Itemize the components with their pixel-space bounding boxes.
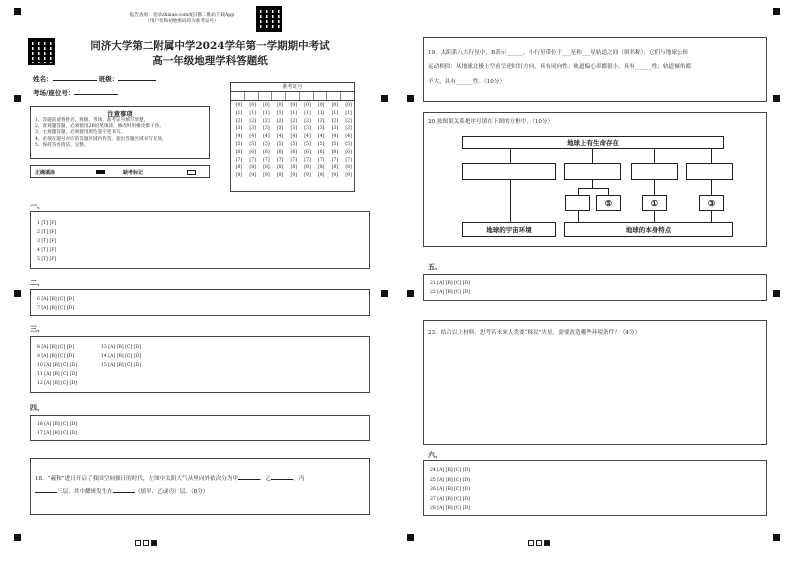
exam-id-digit[interactable]: [9] [345, 173, 352, 179]
exam-id-digit[interactable]: [0] [249, 103, 256, 108]
exam-id-digit[interactable]: [5] [331, 141, 339, 147]
label-3-box: ③ [699, 195, 724, 211]
exam-id-digit[interactable]: [3] [263, 126, 270, 132]
notice-item: 3、主观题答题，必须使用黑色签字笔书写。 [35, 130, 126, 136]
exam-id-digit[interactable]: [1] [331, 110, 339, 116]
seat-field[interactable]: 考场/座位号： [33, 88, 118, 97]
section-1-answers[interactable] [30, 211, 370, 269]
exam-id-digit[interactable]: [7] [249, 157, 256, 163]
exam-id-digit[interactable]: [2] [290, 118, 298, 124]
cosmic-environment-box: 地球的宇宙环境 [462, 222, 556, 237]
exam-id-digit[interactable]: [4] [263, 134, 270, 140]
alignment-mark [407, 95, 414, 102]
exam-id-column[interactable] [343, 102, 355, 180]
question-20-box[interactable] [423, 112, 767, 247]
notice-item: 2、客观题答题，必须使用2B铅笔填涂，修改时用橡皮擦干净。 [35, 124, 164, 130]
exam-id-digit[interactable]: [4] [276, 134, 284, 140]
exam-id-digit[interactable]: [4] [235, 134, 243, 140]
answer-row[interactable]: 21 [A] [B] [C] [D] [430, 281, 470, 286]
exam-id-digit[interactable]: [7] [290, 157, 298, 163]
question-19-text: 19．太阳系八大行星中，B表示______，小行星带位于___星和___星轨道之间（填名称），它们与地球公转 运动相似：从地球北极上空看呈逆时针方向，具有同向性；轨道偏心率都很小，具有______性；轨道倾角都 不大，具有______性。（10分） [428, 50, 691, 85]
connector-line [711, 149, 712, 163]
exam-id-digit[interactable]: [2] [345, 118, 352, 124]
exam-id-digit[interactable]: [0] [276, 103, 284, 108]
connector-line [510, 180, 511, 222]
answer-row[interactable]: 4 [T] [F] [37, 248, 57, 253]
label-5-box: ⑤ [596, 195, 621, 211]
connector-line [578, 211, 579, 222]
section-4-answers[interactable] [30, 415, 370, 441]
exam-id-digit[interactable]: [7] [263, 157, 270, 163]
exam-id-digit[interactable]: [6] [263, 149, 270, 155]
exam-id-digit[interactable]: [2] [276, 118, 284, 124]
exam-id-column[interactable] [247, 102, 259, 180]
exam-id-digit[interactable]: [6] [331, 149, 339, 155]
exam-id-grid[interactable] [230, 82, 355, 192]
answer-row[interactable]: 5 [T] [F] [37, 257, 57, 262]
exam-id-digit[interactable]: [7] [304, 157, 311, 163]
exam-id-digit[interactable]: [9] [304, 173, 311, 179]
exam-id-digit[interactable]: [6] [249, 149, 256, 155]
subject-title: 高一年级地理学科答题纸 [152, 55, 268, 67]
answer-row[interactable]: 7 [A] [B] [C] [D] [37, 306, 74, 311]
answer-row[interactable]: 9 [A] [B] [C] [D] [37, 354, 74, 359]
answer-row[interactable]: 14 [A] [B] [C] [D] [101, 354, 141, 359]
exam-id-digit[interactable]: [7] [276, 157, 284, 163]
exam-id-digit[interactable]: [9] [249, 173, 256, 179]
exam-id-digit[interactable]: [1] [345, 110, 352, 116]
exam-id-digit[interactable]: [7] [331, 157, 339, 163]
exam-id-digit[interactable]: [4] [290, 134, 298, 140]
exam-id-digit[interactable]: [3] [235, 126, 243, 132]
section-title: 六、 [428, 450, 442, 459]
exam-id-digit[interactable]: [2] [263, 118, 270, 124]
exam-id-digit[interactable]: [0] [345, 103, 352, 108]
exam-id-digit[interactable]: [1] [317, 110, 325, 116]
exam-id-digit[interactable]: [8] [263, 165, 270, 171]
notice-item: 4、必须在题号对应的答题区域内作答，超出答题区域书写无效。 [35, 136, 167, 142]
notice-item: 1、答题前请将姓名、班级、考场、准考证号填写清楚。 [35, 118, 149, 123]
alignment-mark [14, 95, 21, 102]
section-title: 四、 [30, 403, 44, 412]
exam-id-digit[interactable]: [1] [304, 110, 311, 116]
exam-id-digit[interactable]: [9] [263, 173, 270, 179]
answer-row[interactable]: 28 [A] [B] [C] [D] [430, 506, 470, 511]
alignment-mark [407, 290, 414, 297]
answer-row[interactable]: 10 [A] [B] [C] [D] [37, 363, 77, 368]
exam-id-digit[interactable]: [6] [345, 149, 352, 155]
answer-row[interactable]: 13 [A] [B] [C] [D] [101, 345, 141, 350]
exam-id-digit[interactable]: [2] [317, 118, 325, 124]
filled-example-icon [96, 170, 105, 174]
absent-mark-box[interactable] [187, 170, 196, 175]
exam-id-digit[interactable]: [1] [249, 110, 256, 116]
exam-id-title: 准考证号 [231, 83, 354, 92]
report-info: 报告查询：登录zhixue.com或扫描二维码下载App （用户名和初始密码均为准考证号） [129, 13, 235, 25]
exam-id-digit[interactable]: [1] [276, 110, 284, 116]
exam-id-digit[interactable]: [2] [304, 118, 311, 124]
alignment-mark [773, 95, 780, 102]
answer-row[interactable]: 26 [A] [B] [C] [D] [430, 487, 470, 492]
page-marker [527, 532, 551, 551]
exam-id-digit[interactable]: [3] [317, 126, 325, 132]
school-title: 同济大学第二附属中学2024学年第一学期期中考试 [90, 40, 330, 52]
exam-id-digit[interactable]: [6] [304, 149, 311, 155]
answer-row[interactable]: 25 [A] [B] [C] [D] [430, 477, 470, 483]
alignment-mark [407, 534, 414, 541]
answer-row[interactable]: 6 [A] [B] [C] [D] [37, 297, 74, 302]
connector-line [578, 188, 608, 189]
connector-line [578, 188, 579, 195]
label-1-box: ① [642, 195, 667, 211]
exam-id-digit[interactable]: [3] [345, 126, 352, 132]
exam-id-digit[interactable]: [4] [249, 134, 256, 140]
question-18-box[interactable] [30, 458, 370, 515]
exam-id-digit[interactable]: [1] [290, 110, 298, 116]
answer-row[interactable]: 3 [T] [F] [37, 239, 57, 244]
answer-blank-box[interactable] [631, 163, 678, 180]
answer-row[interactable]: 16 [A] [B] [C] [D] [37, 422, 77, 427]
exam-id-digit[interactable]: [3] [290, 126, 298, 132]
alignment-mark [14, 290, 21, 297]
exam-id-column[interactable] [233, 102, 245, 180]
question-23-text: 23．结合以上材料，思考若未来人类要“移民”火星，需要改造哪些环境条件？（4分） [428, 330, 641, 336]
section-title: 五、 [428, 262, 442, 271]
answer-row[interactable]: 17 [A] [B] [C] [D] [37, 431, 77, 436]
section-6-answers[interactable] [423, 460, 767, 516]
qr-code [256, 6, 282, 32]
answer-row[interactable]: 24 [A] [B] [C] [D] [430, 468, 470, 473]
exam-id-digit[interactable]: [8] [345, 165, 352, 171]
alignment-mark [381, 290, 388, 297]
exam-id-digit[interactable]: [0] [263, 103, 270, 108]
exam-id-digit[interactable]: [2] [331, 118, 339, 124]
exam-id-digit[interactable]: [9] [276, 173, 284, 179]
connector-line [592, 149, 593, 163]
exam-id-digit[interactable]: [5] [263, 141, 270, 147]
question-18-text: 18．“羲和”进日开启了我国空间探日的时代，左图中太阳大气从里向外依次分为甲 、乙 ，丙 三层，其中耀斑发生在 （填甲、乙或丙）层。（8分） [35, 476, 305, 495]
exam-id-digit[interactable]: [6] [317, 149, 325, 155]
exam-id-digit[interactable]: [3] [249, 126, 256, 132]
exam-id-digit[interactable]: [0] [331, 103, 339, 108]
exam-id-digit[interactable]: [8] [249, 165, 256, 171]
exam-id-digit[interactable]: [7] [235, 157, 243, 163]
connector-line [654, 149, 655, 163]
answer-row[interactable]: 11 [A] [B] [C] [D] [37, 372, 77, 377]
question-19-box[interactable] [423, 37, 767, 102]
fill-example-box: 正确填涂 缺考标记 [30, 165, 210, 178]
section-2-answers[interactable] [30, 289, 370, 316]
exam-id-digit[interactable]: [7] [345, 157, 352, 163]
exam-id-digit[interactable]: [6] [235, 149, 243, 155]
answer-row[interactable]: 1 [T] [F] [37, 221, 57, 226]
answer-row[interactable]: 27 [A] [B] [C] [D] [430, 496, 470, 502]
exam-id-digit[interactable]: [9] [290, 173, 298, 179]
exam-id-digit[interactable]: [8] [317, 165, 325, 171]
answer-row[interactable]: 15 [A] [B] [C] [D] [101, 363, 141, 368]
question-20-title: 20.按图果关系把序号填在下图的方框中。（10分） [428, 119, 554, 125]
exam-id-digit[interactable]: [0] [304, 103, 311, 108]
alignment-mark [14, 534, 21, 541]
exam-id-digit[interactable]: [3] [304, 126, 311, 132]
exam-id-digit[interactable]: [5] [276, 141, 284, 147]
notice-box [30, 106, 210, 159]
section-title: 二、 [30, 278, 44, 287]
answer-row[interactable]: 8 [A] [B] [C] [D] [37, 345, 74, 350]
connector-line [711, 180, 712, 195]
exam-id-digit[interactable]: [4] [331, 134, 339, 140]
alignment-mark [773, 290, 780, 297]
exam-id-digit[interactable]: [3] [276, 126, 284, 132]
answer-blank-box[interactable] [686, 163, 733, 180]
exam-id-digit[interactable]: [7] [317, 157, 325, 163]
exam-id-digit[interactable]: [1] [235, 110, 243, 116]
diagram-top-box: 地球上有生命存在 [462, 136, 724, 149]
exam-id-digit[interactable]: [4] [317, 134, 325, 140]
exam-id-digit[interactable]: [5] [317, 141, 325, 147]
question-23-box[interactable] [423, 320, 767, 445]
exam-id-digit[interactable]: [6] [276, 149, 284, 155]
exam-id-digit[interactable]: [9] [317, 173, 325, 179]
connector-line [654, 180, 655, 195]
alignment-mark [773, 8, 780, 15]
exam-id-digit[interactable]: [9] [331, 173, 339, 179]
connector-line [711, 211, 712, 222]
exam-id-digit[interactable]: [5] [290, 141, 298, 147]
connector-line [592, 180, 593, 188]
exam-id-digit[interactable]: [4] [304, 134, 311, 140]
section-title: 三、 [30, 324, 44, 333]
exam-id-digit[interactable]: [0] [317, 103, 325, 108]
alignment-mark [773, 534, 780, 541]
qr-code [28, 38, 55, 65]
exam-id-column[interactable] [302, 102, 314, 180]
section-title: 一、 [30, 201, 44, 210]
exam-id-digit[interactable]: [5] [345, 141, 352, 147]
exam-id-digit[interactable]: [8] [235, 165, 243, 171]
exam-id-digit[interactable]: [2] [235, 118, 243, 124]
answer-blank-box[interactable] [565, 195, 590, 211]
exam-id-digit[interactable]: [8] [290, 165, 298, 171]
exam-id-digit[interactable]: [0] [235, 103, 243, 108]
answer-blank-box[interactable] [564, 163, 621, 180]
connector-line [510, 149, 511, 163]
page-marker [134, 532, 158, 551]
exam-id-digit[interactable]: [9] [235, 173, 243, 179]
notice-title: 注意事项 [107, 111, 133, 118]
section-5-answers[interactable] [423, 274, 767, 301]
exam-id-column[interactable] [288, 102, 300, 180]
exam-id-digit[interactable]: [8] [276, 165, 284, 171]
alignment-mark [381, 95, 388, 102]
exam-id-digit[interactable]: [8] [331, 165, 339, 171]
section-3-answers[interactable] [30, 336, 370, 393]
exam-id-column[interactable] [315, 102, 327, 180]
connector-line [608, 188, 609, 195]
exam-id-column[interactable] [329, 102, 341, 180]
exam-id-digit[interactable]: [0] [290, 103, 298, 108]
earth-features-box: 地球的本身特点 [564, 222, 733, 237]
exam-id-digit[interactable]: [3] [331, 126, 339, 132]
connector-line [654, 211, 655, 222]
exam-id-digit[interactable]: [1] [263, 110, 270, 116]
alignment-mark [14, 8, 21, 15]
answer-row[interactable]: 12 [A] [B] [C] [D] [37, 381, 77, 386]
exam-id-digit[interactable]: [5] [235, 141, 243, 147]
answer-row[interactable]: 2 [T] [F] [37, 230, 57, 235]
answer-row[interactable]: 22 [A] [B] [C] [D] [430, 290, 470, 295]
exam-id-column[interactable] [260, 102, 272, 180]
exam-id-digit[interactable]: [8] [304, 165, 311, 171]
exam-id-digit[interactable]: [4] [345, 134, 352, 140]
name-class-field[interactable]: 姓名： 班级： [33, 74, 156, 83]
notice-item: 5、保持答卷清洁、完整。 [35, 142, 89, 148]
exam-id-digit[interactable]: [2] [249, 118, 256, 124]
answer-blank-box[interactable] [462, 163, 556, 180]
exam-id-digit[interactable]: [5] [249, 141, 256, 147]
exam-id-digit[interactable]: [5] [304, 141, 311, 147]
exam-id-digit[interactable]: [6] [290, 149, 298, 155]
exam-id-column[interactable] [274, 102, 286, 180]
